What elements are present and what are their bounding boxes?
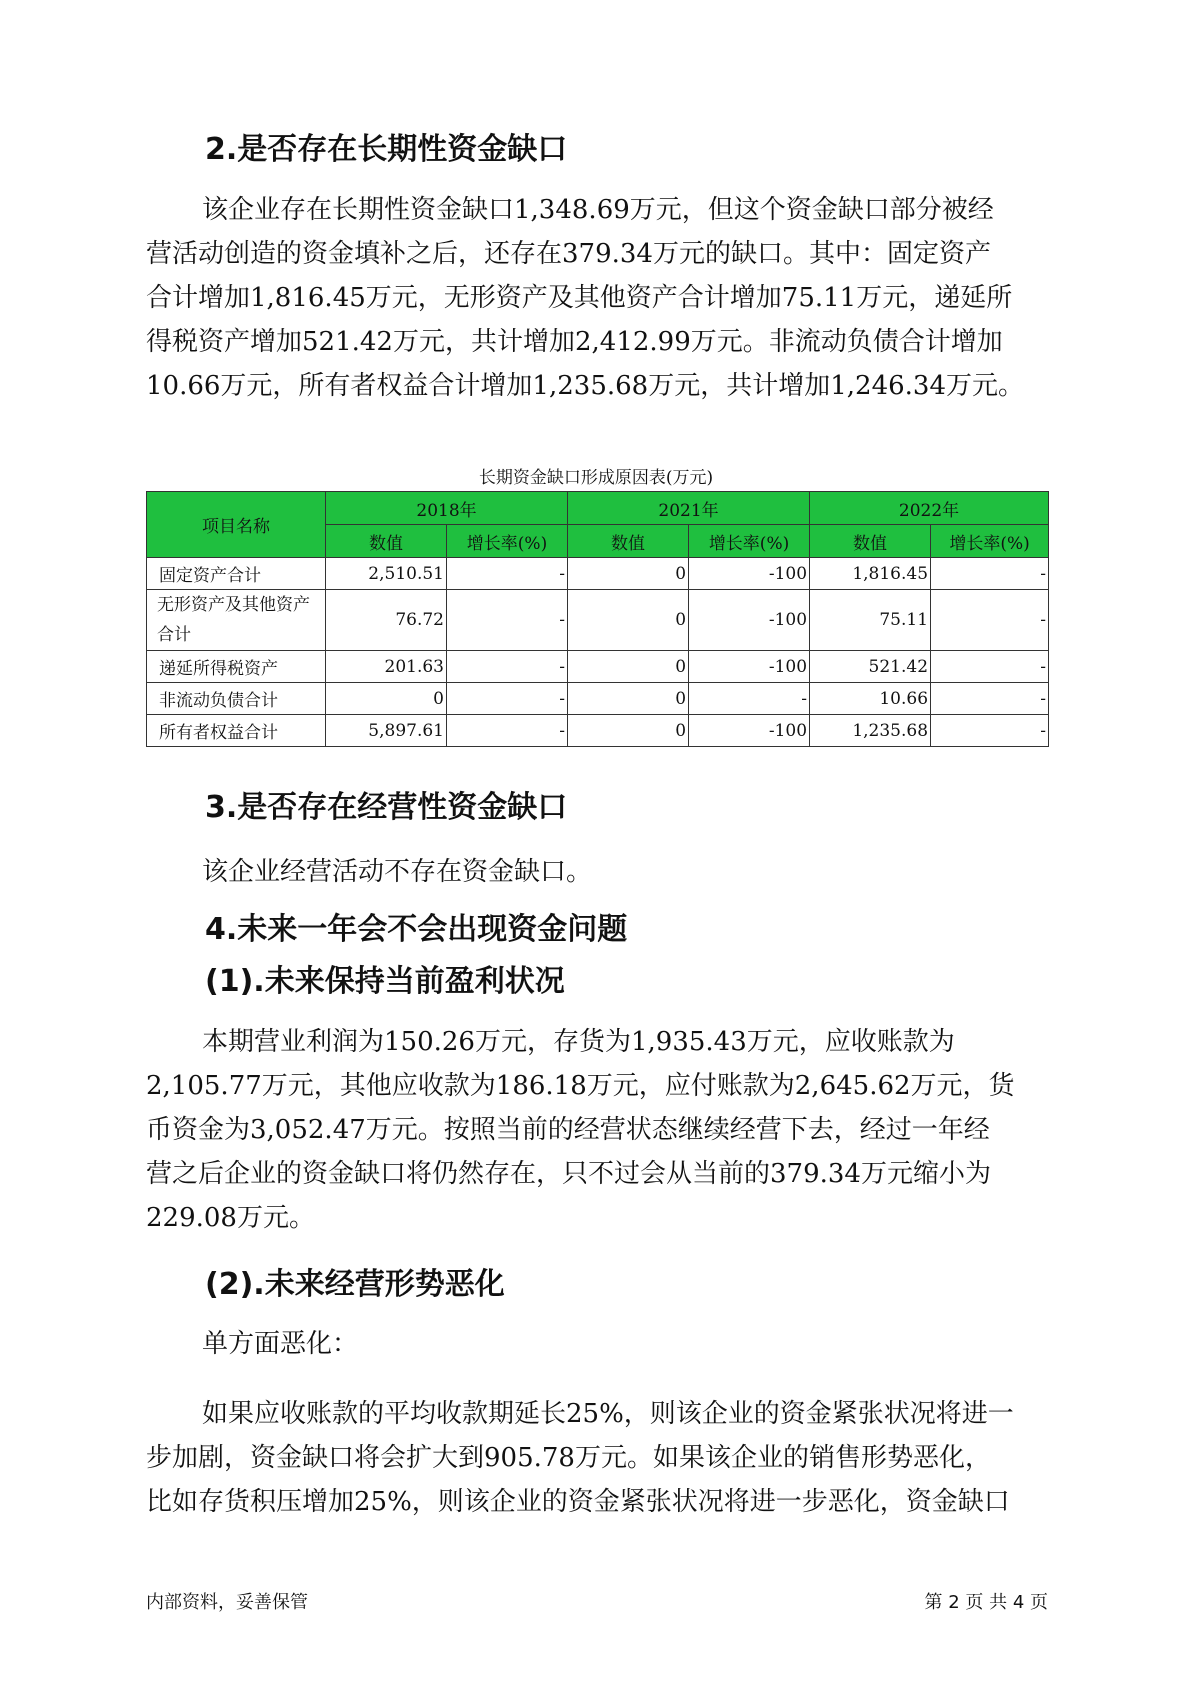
paragraph-line: 营之后企业的资金缺口将仍然存在，只不过会从当前的379.34万元缩小为 xyxy=(146,1159,991,1189)
table-row xyxy=(147,590,1049,651)
table-row xyxy=(147,558,1049,590)
growth-header: 增长率(%) xyxy=(447,525,568,558)
cell-value-2021: 0 xyxy=(568,590,689,651)
cell-growth-2022: - xyxy=(931,715,1049,747)
section-4-heading: 4.未来一年会不会出现资金问题 xyxy=(205,912,628,947)
cell-value-2018: 76.72 xyxy=(326,590,447,651)
cell-value-2022: 10.66 xyxy=(810,683,931,715)
row-name: 所有者权益合计 xyxy=(147,715,326,747)
paragraph-line: 合计增加1,816.45万元，无形资产及其他资产合计增加75.11万元，递延所 xyxy=(146,283,1013,313)
cell-value-2021: 0 xyxy=(568,683,689,715)
year-header-2022: 2022年 xyxy=(810,492,1049,525)
cell-value-2022: 75.11 xyxy=(810,590,931,651)
subsection-1-paragraph xyxy=(146,1020,1046,1240)
paragraph-line: 该企业存在长期性资金缺口1,348.69万元，但这个资金缺口部分被经 xyxy=(202,195,994,225)
cell-growth-2021: -100 xyxy=(689,715,810,747)
paragraph-line: 如果应收账款的平均收款期延长25%，则该企业的资金紧张状况将进一 xyxy=(202,1399,1014,1429)
long-term-gap-table xyxy=(146,491,1049,747)
cell-growth-2021: -100 xyxy=(689,558,810,590)
cell-value-2022: 1,235.68 xyxy=(810,715,931,747)
table-row xyxy=(147,715,1049,747)
cell-growth-2022: - xyxy=(931,558,1049,590)
cell-growth-2018: - xyxy=(447,651,568,683)
paragraph-line: 该企业经营活动不存在资金缺口。 xyxy=(202,857,593,887)
paragraph-line: 2,105.77万元，其他应收款为186.18万元，应付账款为2,645.62万元，货 xyxy=(146,1071,1015,1101)
value-header: 数值 xyxy=(568,525,689,558)
cell-value-2022: 521.42 xyxy=(810,651,931,683)
subsection-1-heading: (1).未来保持当前盈利状况 xyxy=(205,964,565,999)
cell-value-2018: 5,897.61 xyxy=(326,715,447,747)
row-name: 固定资产合计 xyxy=(147,558,326,590)
cell-growth-2022: - xyxy=(931,590,1049,651)
paragraph-line: 得税资产增加521.42万元，共计增加2,412.99万元。非流动负债合计增加 xyxy=(146,327,1003,357)
item-name-header: 项目名称 xyxy=(147,492,326,558)
paragraph-line: 本期营业利润为150.26万元，存货为1,935.43万元，应收账款为 xyxy=(202,1027,955,1057)
cell-value-2021: 0 xyxy=(568,651,689,683)
subsection-2-paragraph xyxy=(146,1392,1046,1524)
paragraph-line: 营活动创造的资金填补之后，还存在379.34万元的缺口。其中：固定资产 xyxy=(146,239,991,269)
table-caption: 长期资金缺口形成原因表(万元) xyxy=(478,468,714,488)
cell-value-2022: 1,816.45 xyxy=(810,558,931,590)
cell-growth-2022: - xyxy=(931,683,1049,715)
section-2-heading: 2.是否存在长期性资金缺口 xyxy=(205,132,568,167)
footer-page-number: 第 2 页 共 4 页 xyxy=(924,1592,1048,1613)
cell-growth-2018: - xyxy=(447,558,568,590)
growth-header: 增长率(%) xyxy=(931,525,1049,558)
paragraph-line: 币资金为3,052.47万元。按照当前的经营状态继续经营下去，经过一年经 xyxy=(146,1115,990,1145)
cell-growth-2018: - xyxy=(447,683,568,715)
cell-growth-2022: - xyxy=(931,651,1049,683)
paragraph-line: 步加剧，资金缺口将会扩大到905.78万元。如果该企业的销售形势恶化， xyxy=(146,1443,991,1473)
footer-confidential-note: 内部资料，妥善保管 xyxy=(146,1592,308,1613)
subsection-2-intro xyxy=(146,1322,1046,1366)
cell-value-2018: 2,510.51 xyxy=(326,558,447,590)
cell-value-2021: 0 xyxy=(568,715,689,747)
paragraph-line: 单方面恶化： xyxy=(202,1329,359,1359)
cell-value-2021: 0 xyxy=(568,558,689,590)
section-3-paragraph xyxy=(146,850,1046,894)
paragraph-line: 10.66万元，所有者权益合计增加1,235.68万元，共计增加1,246.34万元。 xyxy=(146,371,1024,401)
paragraph-line: 比如存货积压增加25%，则该企业的资金紧张状况将进一步恶化，资金缺口 xyxy=(146,1487,1010,1517)
cell-growth-2021: -100 xyxy=(689,590,810,651)
value-header: 数值 xyxy=(326,525,447,558)
row-name: 无形资产及其他资产合计 xyxy=(147,590,326,651)
row-name: 递延所得税资产 xyxy=(147,651,326,683)
table-row xyxy=(147,683,1049,715)
value-header: 数值 xyxy=(810,525,931,558)
row-name: 非流动负债合计 xyxy=(147,683,326,715)
cell-growth-2021: -100 xyxy=(689,651,810,683)
cell-growth-2018: - xyxy=(447,590,568,651)
paragraph-line: 229.08万元。 xyxy=(146,1203,315,1233)
section-3-heading: 3.是否存在经营性资金缺口 xyxy=(205,790,568,825)
year-header-2021: 2021年 xyxy=(568,492,810,525)
cell-growth-2018: - xyxy=(447,715,568,747)
year-header-2018: 2018年 xyxy=(326,492,568,525)
cell-value-2018: 0 xyxy=(326,683,447,715)
cell-value-2018: 201.63 xyxy=(326,651,447,683)
growth-header: 增长率(%) xyxy=(689,525,810,558)
section-2-paragraph xyxy=(146,188,1046,408)
table-row xyxy=(147,651,1049,683)
subsection-2-heading: (2).未来经营形势恶化 xyxy=(205,1267,505,1302)
cell-growth-2021: - xyxy=(689,683,810,715)
